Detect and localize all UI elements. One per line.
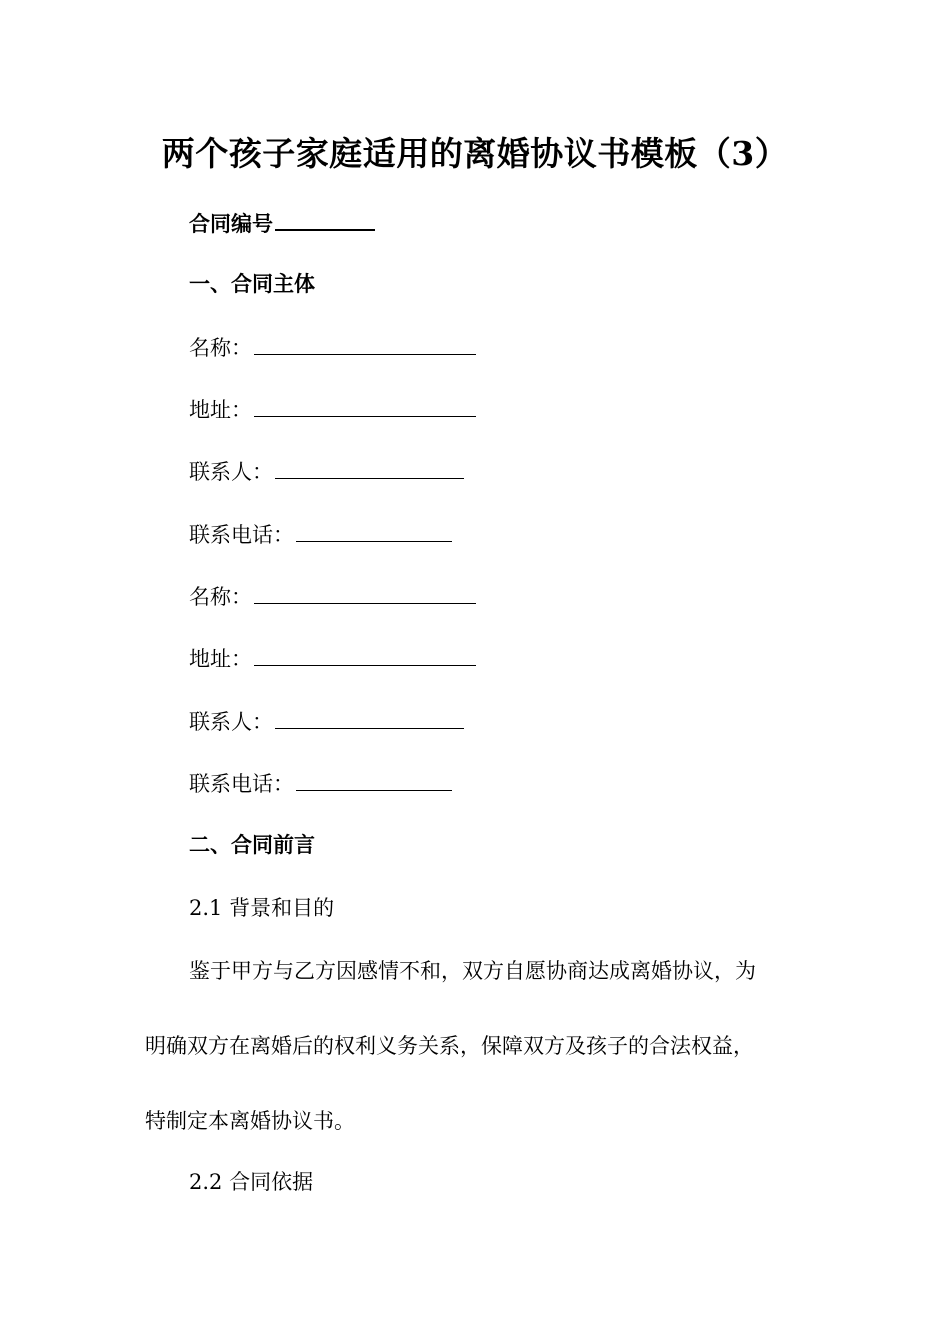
subheading-basis: 2.2 合同依据 xyxy=(189,1170,314,1194)
party-a-contact-label: 联系人： xyxy=(189,460,273,484)
section-heading-parties: 一、合同主体 xyxy=(189,272,315,296)
party-b-address-label: 地址： xyxy=(189,647,252,671)
party-b-address-blank[interactable] xyxy=(254,641,476,666)
party-b-phone-blank[interactable] xyxy=(296,766,452,791)
contract-number-label: 合同编号 xyxy=(189,212,273,236)
party-b-contact-label: 联系人： xyxy=(189,710,273,734)
paragraph-line: 特制定本离婚协议书。 xyxy=(145,1109,355,1133)
contract-number-row xyxy=(189,205,375,240)
party-a-contact-row xyxy=(189,454,464,488)
contract-number-blank[interactable] xyxy=(275,205,375,231)
party-b-phone-row xyxy=(189,766,452,800)
party-a-name-label: 名称： xyxy=(189,336,252,360)
party-a-name-blank[interactable] xyxy=(254,330,476,355)
party-a-address-blank[interactable] xyxy=(254,392,476,417)
document-title: 两个孩子家庭适用的离婚协议书模板（3） xyxy=(161,134,789,173)
party-a-phone-row xyxy=(189,517,452,551)
subheading-background: 2.1 背景和目的 xyxy=(189,896,335,920)
party-b-name-blank[interactable] xyxy=(254,579,476,604)
paragraph-line: 鉴于甲方与乙方因感情不和，双方自愿协商达成离婚协议，为 xyxy=(189,959,756,983)
party-a-address-label: 地址： xyxy=(189,398,252,422)
party-b-address-row xyxy=(189,641,476,675)
party-a-address-row xyxy=(189,392,476,426)
party-a-contact-blank[interactable] xyxy=(275,454,464,479)
paragraph-line: 明确双方在离婚后的权利义务关系，保障双方及孩子的合法权益， xyxy=(145,1034,754,1058)
section-heading-preface: 二、合同前言 xyxy=(189,833,315,857)
party-b-contact-blank[interactable] xyxy=(275,704,464,729)
party-b-phone-label: 联系电话： xyxy=(189,772,294,796)
party-b-name-label: 名称： xyxy=(189,585,252,609)
party-b-contact-row xyxy=(189,704,464,738)
party-a-phone-blank[interactable] xyxy=(296,517,452,542)
party-b-name-row xyxy=(189,579,476,613)
party-a-name-row xyxy=(189,330,476,364)
party-a-phone-label: 联系电话： xyxy=(189,523,294,547)
